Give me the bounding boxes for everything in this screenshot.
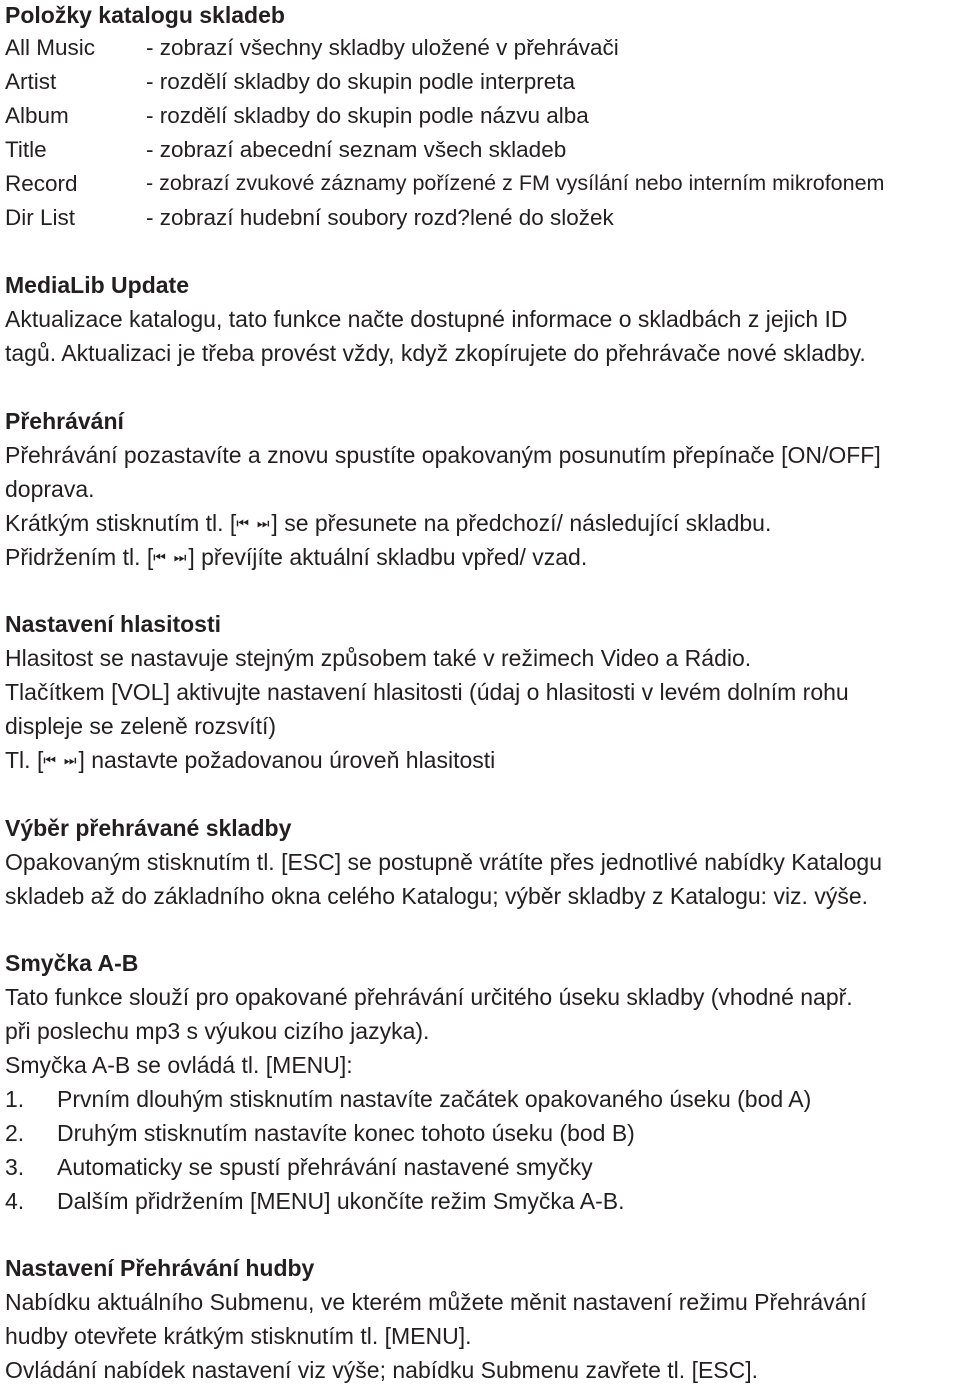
- catalog-item-name: All Music: [5, 35, 96, 60]
- paragraph-line: [5, 546, 587, 569]
- paragraph-line: Opakovaným stisknutím tl. [ESC] se postupně vrátíte přes jednotlivé nabídky Katalogu: [5, 849, 883, 875]
- paragraph-line: Aktualizace katalogu, tato funkce načte dostupné informace o skladbách z jejich ID: [5, 306, 848, 332]
- catalog-item-desc: - zobrazí zvukové záznamy pořízené z FM vysílání nebo interním mikrofonem: [146, 171, 885, 195]
- paragraph-line: displeje se zeleně rozsvítí): [5, 713, 277, 739]
- medialib-heading: MediaLib Update: [5, 272, 190, 298]
- text-segment: ] nastavte požadovanou úroveň hlasitosti: [78, 747, 496, 773]
- paragraph-line: Ovládání nabídek nastavení viz výše; nabídku Submenu zavřete tl. [ESC].: [5, 1357, 759, 1383]
- prev-next-icon: ⏮ ⏭: [153, 549, 189, 565]
- list-text: Prvním dlouhým stisknutím nastavíte začátek opakovaného úseku (bod A): [57, 1086, 812, 1112]
- prev-next-icon: ⏮ ⏭: [236, 515, 272, 531]
- catalog-item-name: Record: [5, 171, 78, 196]
- paragraph-line: Tlačítkem [VOL] aktivujte nastavení hlasitosti (údaj o hlasitosti v levém dolním rohu: [5, 679, 849, 705]
- loop-heading: Smyčka A-B: [5, 950, 139, 976]
- paragraph-line: při poslechu mp3 s výukou cizího jazyka).: [5, 1018, 430, 1044]
- list-text: Automaticky se spustí přehrávání nastavené smyčky: [57, 1154, 593, 1180]
- paragraph-line: [5, 512, 771, 535]
- catalog-item-name: Album: [5, 103, 69, 128]
- text-segment: Krátkým stisknutím tl. [: [5, 510, 237, 536]
- list-text: Dalším přidržením [MENU] ukončíte režim Smyčka A-B.: [57, 1188, 625, 1214]
- list-number: 3.: [5, 1154, 25, 1180]
- text-segment: Tl. [: [5, 747, 44, 773]
- list-number: 2.: [5, 1120, 25, 1146]
- music-settings-heading: Nastavení Přehrávání hudby: [5, 1255, 315, 1281]
- text-segment: ] převíjíte aktuální skladbu vpřed/ vzad.: [188, 544, 588, 570]
- paragraph-line: Přehrávání pozastavíte a znovu spustíte opakovaným posunutím přepínače [ON/OFF]: [5, 442, 881, 468]
- paragraph-line: Hlasitost se nastavuje stejným způsobem také v režimech Video a Rádio.: [5, 645, 752, 671]
- catalog-heading: Položky katalogu skladeb: [5, 2, 285, 28]
- selection-heading: Výběr přehrávané skladby: [5, 815, 292, 841]
- catalog-item-desc: - rozdělí skladby do skupin podle názvu alba: [146, 103, 589, 128]
- catalog-item-name: Artist: [5, 69, 57, 94]
- paragraph-line: Smyčka A-B se ovládá tl. [MENU]:: [5, 1052, 353, 1078]
- catalog-item-name: Dir List: [5, 205, 76, 230]
- paragraph-line: Tato funkce slouží pro opakované přehrávání určitého úseku skladby (vhodné např.: [5, 984, 853, 1010]
- volume-heading: Nastavení hlasitosti: [5, 611, 222, 637]
- text-segment: ] se přesunete na předchozí/ následující skladbu.: [271, 510, 772, 536]
- paragraph-line: [5, 749, 495, 772]
- catalog-item-desc: - zobrazí všechny skladby uložené v přehrávači: [146, 35, 619, 60]
- playback-heading: Přehrávání: [5, 408, 124, 434]
- catalog-item-desc: - rozdělí skladby do skupin podle interpreta: [146, 69, 575, 94]
- list-number: 4.: [5, 1188, 25, 1214]
- paragraph-line: hudby otevřete krátkým stisknutím tl. [MENU].: [5, 1323, 472, 1349]
- paragraph-line: tagů. Aktualizaci je třeba provést vždy, když zkopírujete do přehrávače nové skladby.: [5, 340, 866, 366]
- catalog-item-desc: - zobrazí abecední seznam všech skladeb: [146, 137, 567, 162]
- text-segment: Přidržením tl. [: [5, 544, 154, 570]
- paragraph-line: doprava.: [5, 476, 95, 502]
- paragraph-line: skladeb až do základního okna celého Katalogu; výběr skladby z Katalogu: viz. výše.: [5, 883, 869, 909]
- paragraph-line: Nabídku aktuálního Submenu, ve kterém můžete měnit nastavení režimu Přehrávání: [5, 1289, 867, 1315]
- list-text: Druhým stisknutím nastavíte konec tohoto úseku (bod B): [57, 1120, 635, 1146]
- catalog-item-name: Title: [5, 137, 47, 162]
- prev-next-icon: ⏮ ⏭: [43, 752, 79, 768]
- list-number: 1.: [5, 1086, 25, 1112]
- catalog-item-desc: - zobrazí hudební soubory rozd?lené do složek: [146, 205, 614, 230]
